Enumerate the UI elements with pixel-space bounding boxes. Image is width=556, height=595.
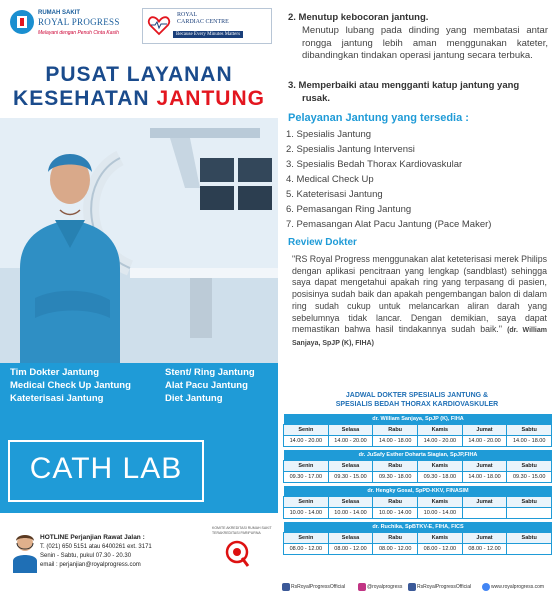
hours-cell: 14.00 - 20.00 bbox=[462, 435, 508, 447]
service-left-3: Kateterisasi Jantung bbox=[10, 393, 104, 404]
hours-row bbox=[284, 472, 552, 483]
accreditation-badge bbox=[212, 526, 272, 584]
day-cell: Kamis bbox=[417, 496, 463, 508]
right-panel bbox=[278, 0, 556, 595]
royal-progress-logo bbox=[8, 6, 138, 42]
service-item-3: 3. Spesialis Bedah Thorax Kardiovaskular bbox=[286, 159, 463, 170]
customer-service-icon bbox=[10, 531, 40, 573]
hours-row bbox=[284, 436, 552, 447]
service-right-3: Diet Jantung bbox=[165, 393, 223, 404]
hours-cell: 08.00 - 12.00 bbox=[372, 543, 418, 555]
accreditation-line1: KOMITE AKREDITASI RUMAH SAKIT bbox=[212, 526, 272, 530]
doctor-block-1 bbox=[284, 414, 552, 447]
service-item-7: 7. Pemasangan Alat Pacu Jantung (Pace Maker) bbox=[286, 219, 492, 230]
review-text: "RS Royal Progress menggunakan alat keteterisasi merek Philips dengan aplikasi pencitraan yang lengkap (sandblast) sehingga saya dapat mengetahui apakah ring yang terpasang di pasien, posisinya sudah baik dan apakah pengembangan balon di dalam ring sudah cukup untuk melancarkan aliran darah yang sebelumnya tidak lancar. Dengan demikian, saya dapat memastikan bahwa hasil tindakannya sudah baik." bbox=[292, 254, 547, 335]
cardiac-line1: ROYAL bbox=[177, 12, 198, 18]
day-cell: Sabtu bbox=[506, 532, 552, 544]
doctor-block-3 bbox=[284, 486, 552, 519]
headline-line2 bbox=[0, 87, 278, 111]
social-footer bbox=[280, 582, 554, 594]
service-right-2: Alat Pacu Jantung bbox=[165, 380, 248, 391]
day-cell: Sabtu bbox=[506, 424, 552, 436]
service-item-1: 1. Spesialis Jantung bbox=[286, 129, 372, 140]
point-2-title: 2. Menutup kebocoran jantung. bbox=[288, 12, 429, 23]
cath-lab-box bbox=[8, 440, 204, 502]
hours-cell: 14.00 - 18.00 bbox=[506, 435, 552, 447]
day-cell: Jumat bbox=[462, 496, 508, 508]
day-cell: Sabtu bbox=[506, 496, 552, 508]
day-cell: Rabu bbox=[372, 460, 418, 472]
cardiac-tagline: Because Every Minutes Matters bbox=[173, 31, 243, 38]
day-cell: Rabu bbox=[372, 496, 418, 508]
hours-cell bbox=[506, 543, 552, 555]
facebook2-handle: RsRoyalProgressOfficial bbox=[417, 584, 472, 590]
hours-cell: 10.00 - 14.00 bbox=[372, 507, 418, 519]
day-cell: Selasa bbox=[328, 496, 374, 508]
day-cell: Selasa bbox=[328, 532, 374, 544]
hours-cell: 08.00 - 12.00 bbox=[462, 543, 508, 555]
hotline-title: HOTLINE Perjanjian Rawat Jalan : bbox=[40, 534, 145, 541]
hours-cell: 10.00 - 14.00 bbox=[283, 507, 329, 519]
hours-cell: 08.00 - 12.00 bbox=[328, 543, 374, 555]
day-cell: Jumat bbox=[462, 460, 508, 472]
day-cell: Jumat bbox=[462, 532, 508, 544]
hours-cell: 09.30 - 18.00 bbox=[417, 471, 463, 483]
hospital-logo-icon bbox=[8, 8, 36, 36]
cath-lab-illustration bbox=[0, 118, 278, 363]
day-cell: Jumat bbox=[462, 424, 508, 436]
hours-cell: 09.30 - 18.00 bbox=[372, 471, 418, 483]
hours-cell: 08.00 - 12.00 bbox=[417, 543, 463, 555]
facebook-link[interactable] bbox=[282, 582, 345, 592]
schedule-table bbox=[284, 414, 552, 558]
day-cell: Senin bbox=[283, 460, 329, 472]
day-cell: Rabu bbox=[372, 532, 418, 544]
point-2-body: Menutup lubang pada dinding yang membatasi antar rongga jantung lebih aman menggunakan kateter, dibandingkan tindakan operasi jantung secara terbuka. bbox=[302, 25, 548, 62]
day-cell: Senin bbox=[283, 532, 329, 544]
hotline-email[interactable]: email : perjanjian@royalprogress.com bbox=[40, 562, 141, 568]
instagram-handle: @royalprogress bbox=[367, 584, 403, 590]
day-cell: Senin bbox=[283, 424, 329, 436]
facebook-icon bbox=[408, 583, 416, 591]
hours-cell: 09.30 - 15.00 bbox=[328, 471, 374, 483]
services-heading: Pelayanan Jantung yang tersedia : bbox=[288, 112, 469, 124]
hours-cell bbox=[462, 507, 508, 519]
doctor-name: dr. Ruchika, SpBTKV-E, FIHA, FICS bbox=[284, 522, 552, 533]
hours-cell: 09.30 - 17.00 bbox=[283, 471, 329, 483]
hours-cell: 14.00 - 18.00 bbox=[462, 471, 508, 483]
hours-cell: 10.00 - 14.00 bbox=[328, 507, 374, 519]
accreditation-seal-icon bbox=[224, 540, 250, 570]
doctor-block-4 bbox=[284, 522, 552, 555]
doctor-photo bbox=[0, 118, 278, 363]
hours-row bbox=[284, 508, 552, 519]
hours-cell: 10.00 - 14.00 bbox=[417, 507, 463, 519]
cath-lab-label: CATH LAB bbox=[29, 452, 183, 485]
service-right-1: Stent/ Ring Jantung bbox=[165, 367, 255, 378]
day-cell: Senin bbox=[283, 496, 329, 508]
facebook-icon bbox=[282, 583, 290, 591]
hours-cell: 09.30 - 15.00 bbox=[506, 471, 552, 483]
facebook-handle: RsRoyalProgressOfficial bbox=[291, 584, 346, 590]
point-3-title-line2: rusak. bbox=[302, 93, 330, 104]
logo-line2: ROYAL PROGRESS bbox=[38, 17, 120, 27]
point-3-title-line1: 3. Memperbaiki atau mengganti katup jantung yang bbox=[288, 80, 520, 91]
heart-icon bbox=[147, 13, 171, 37]
headline-line1: PUSAT LAYANAN bbox=[45, 63, 233, 86]
service-left-2: Medical Check Up Jantung bbox=[10, 380, 131, 391]
service-item-2: 2. Spesialis Jantung Intervensi bbox=[286, 144, 415, 155]
review-author: (dr. William Sanjaya, SpJP (K), FIHA) bbox=[292, 327, 547, 347]
hours-cell: 14.00 - 20.00 bbox=[417, 435, 463, 447]
hotline-phone[interactable]: T. (021) 650 5151 atau 6400261 ext. 3171 bbox=[40, 544, 152, 550]
hotline-hours: Senin - Sabtu, pukul 07.30 - 20.30 bbox=[40, 553, 132, 559]
website-url: www.royalprogress.com bbox=[491, 584, 545, 590]
accreditation-line2: TERAKREDITASI PARIPURNA bbox=[212, 531, 261, 535]
hours-cell: 08.00 - 12.00 bbox=[283, 543, 329, 555]
day-cell: Selasa bbox=[328, 460, 374, 472]
review-heading: Review Dokter bbox=[288, 237, 357, 248]
logo-tagline: Melayani dengan Penuh Cinta Kasih bbox=[38, 30, 119, 36]
schedule-title-line1: JADWAL DOKTER SPESIALIS JANTUNG & bbox=[345, 392, 489, 399]
service-item-5: 5. Kateterisasi Jantung bbox=[286, 189, 383, 200]
review-quote bbox=[292, 254, 547, 350]
hours-cell: 14.00 - 18.00 bbox=[372, 435, 418, 447]
day-cell: Rabu bbox=[372, 424, 418, 436]
service-item-4: 4. Medical Check Up bbox=[286, 174, 374, 185]
facebook2-link[interactable] bbox=[408, 582, 471, 592]
day-cell: Kamis bbox=[417, 532, 463, 544]
cardiac-centre-logo bbox=[142, 8, 272, 44]
day-cell: Selasa bbox=[328, 424, 374, 436]
headline-prefix: KESEHATAN bbox=[13, 87, 150, 110]
day-cell: Kamis bbox=[417, 460, 463, 472]
service-left-1: Tim Dokter Jantung bbox=[10, 367, 100, 378]
schedule-title-line2: SPESIALIS BEDAH THORAX KARDIOVASKULER bbox=[335, 401, 499, 408]
day-cell: Kamis bbox=[417, 424, 463, 436]
hours-cell: 14.00 - 20.00 bbox=[283, 435, 329, 447]
doctor-name: dr. JuSafy Esther Doharta Siagian, SpJP,FIHA bbox=[284, 450, 552, 461]
day-cell: Sabtu bbox=[506, 460, 552, 472]
headline-accent: JANTUNG bbox=[156, 87, 265, 110]
hours-cell: 14.00 - 20.00 bbox=[328, 435, 374, 447]
hours-row bbox=[284, 544, 552, 555]
service-item-6: 6. Pemasangan Ring Jantung bbox=[286, 204, 412, 215]
instagram-icon bbox=[358, 583, 366, 591]
doctor-name: dr. Hengky Gosal, SpPD-KKV, FINASIM bbox=[284, 486, 552, 497]
doctor-block-2 bbox=[284, 450, 552, 483]
logo-line1: RUMAH SAKIT bbox=[38, 10, 80, 16]
hours-cell bbox=[506, 507, 552, 519]
doctor-name: dr. William Sanjaya, SpJP (K), FIHA bbox=[284, 414, 552, 425]
instagram-link[interactable] bbox=[358, 582, 402, 592]
website-link[interactable] bbox=[482, 582, 544, 592]
cardiac-line2: CARDIAC CENTRE bbox=[177, 19, 229, 25]
globe-icon bbox=[482, 583, 490, 591]
